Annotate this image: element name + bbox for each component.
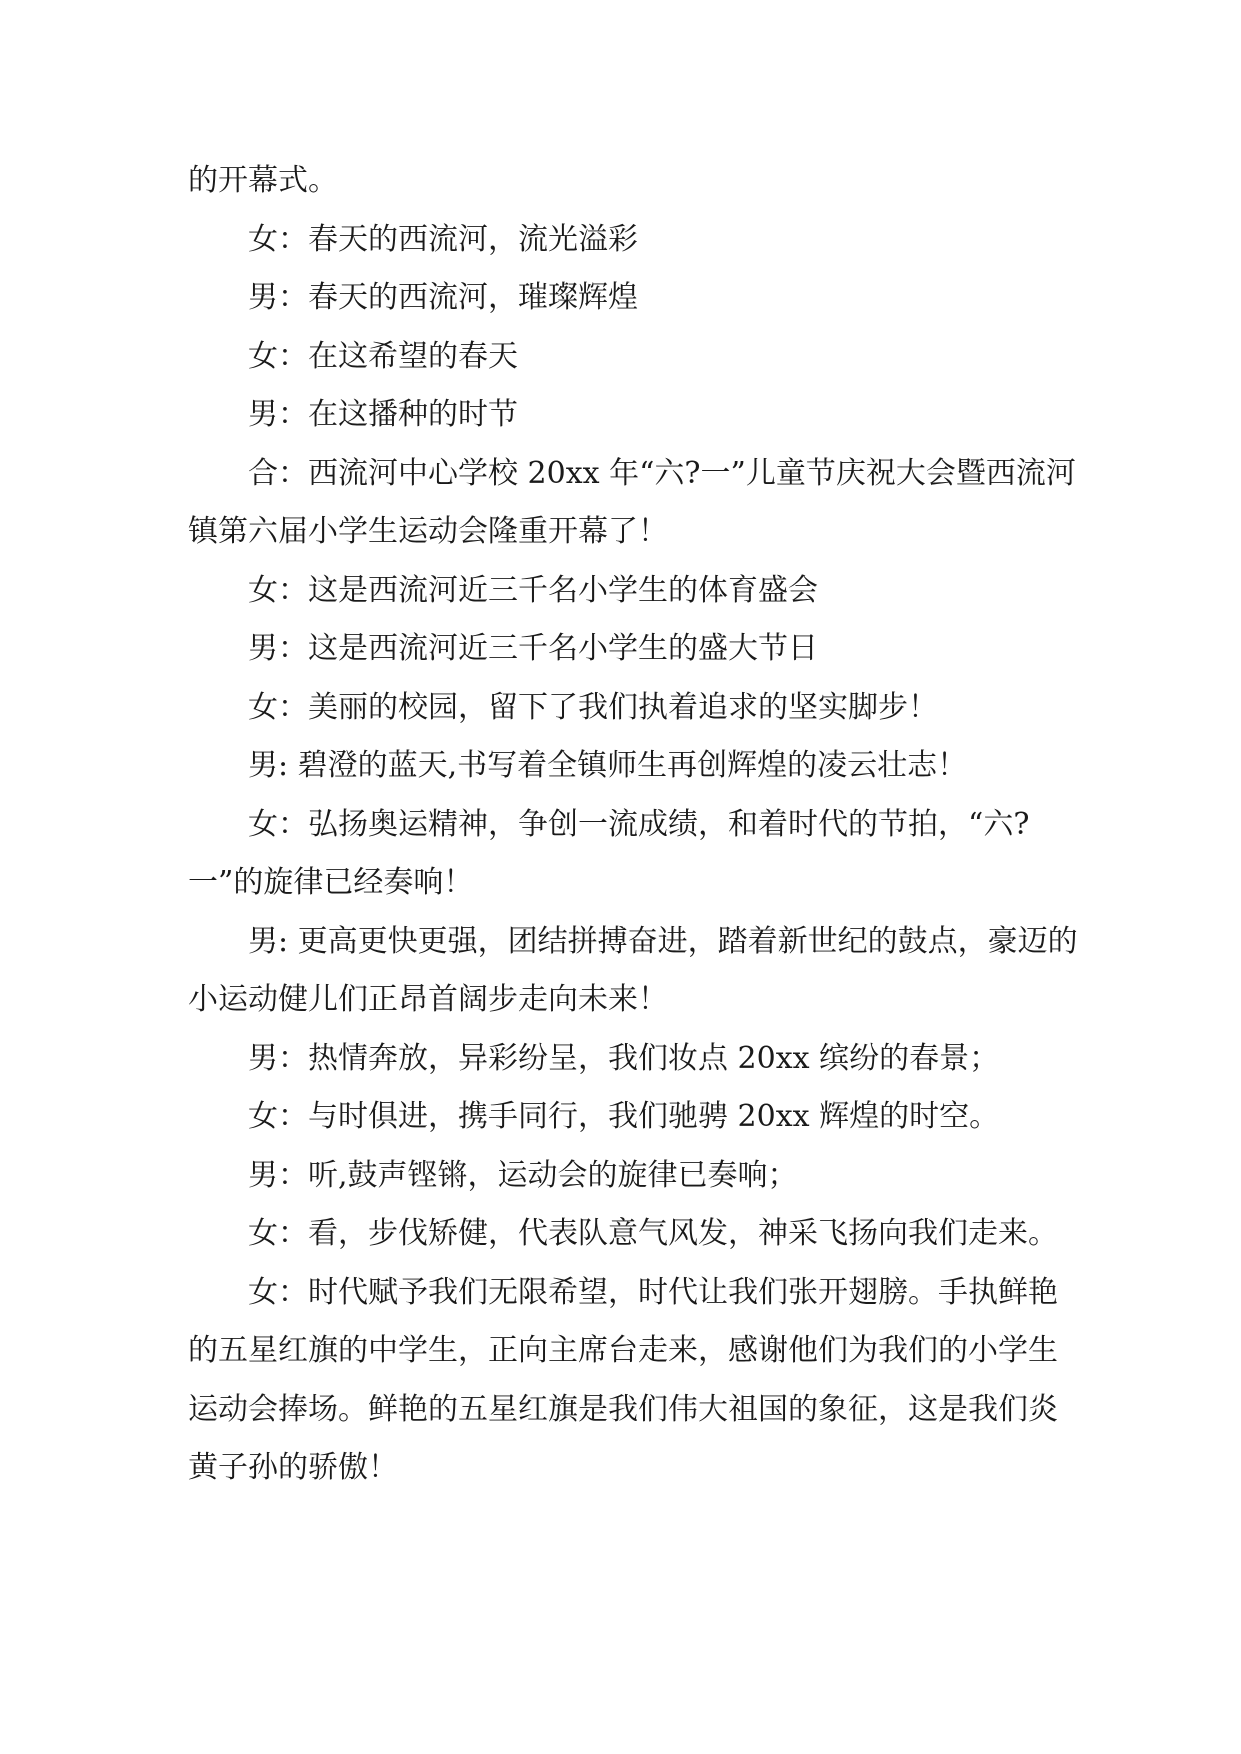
dialogue-line: 女：弘扬奥运精神，争创一流成绩，和着时代的节拍，“六?一”的旋律已经奏响！ [188, 806, 1030, 900]
paragraph-continuation: 的开幕式。 [188, 163, 338, 198]
dialogue-line: 男：春天的西流河，璀璨辉煌 [248, 280, 638, 315]
dialogue-line: 女：春天的西流河，流光溢彩 [248, 221, 638, 257]
dialogue-line: 男：听,鼓声铿锵，运动会的旋律已奏响； [248, 1157, 798, 1193]
dialogue-line: 合：西流河中心学校 20xx 年“六?一”儿童节庆祝大会暨西流河镇第六届小学生运动会隆重开幕了！ [188, 455, 1076, 549]
dialogue-line: 男: 更高更快更强，团结拼搏奋进，踏着新世纪的鼓点，豪迈的小运动健儿们正昂首阔步走向未来！ [188, 923, 1078, 1017]
dialogue-line: 女：这是西流河近三千名小学生的体育盛会 [248, 572, 818, 608]
dialogue-line: 男：这是西流河近三千名小学生的盛大节日 [248, 631, 818, 666]
dialogue-line: 男：在这播种的时节 [248, 397, 518, 432]
dialogue-line: 男：热情奔放，异彩纷呈，我们妆点 20xx 缤纷的春景； [248, 1040, 1000, 1076]
dialogue-line: 女：看，步伐矫健，代表队意气风发，神采飞扬向我们走来。 [248, 1216, 1058, 1251]
dialogue-line: 女：时代赋予我们无限希望，时代让我们张开翅膀。手执鲜艳的五星红旗的中学生，正向主席台走来，感谢他们为我们的小学生运动会捧场。鲜艳的五星红旗是我们伟大祖国的象征，这是我们炎黄子孙的骄傲！ [188, 1274, 1058, 1485]
dialogue-line: 女：在这希望的春天 [248, 338, 518, 374]
dialogue-line: 男: 碧澄的蓝天,书写着全镇师生再创辉煌的凌云壮志！ [248, 748, 968, 783]
dialogue-line: 女：美丽的校园，留下了我们执着追求的坚实脚步！ [248, 689, 938, 725]
document-body [188, 152, 1078, 1498]
dialogue-line: 女：与时俱进，携手同行，我们驰骋 20xx 辉煌的时空。 [248, 1099, 1000, 1134]
